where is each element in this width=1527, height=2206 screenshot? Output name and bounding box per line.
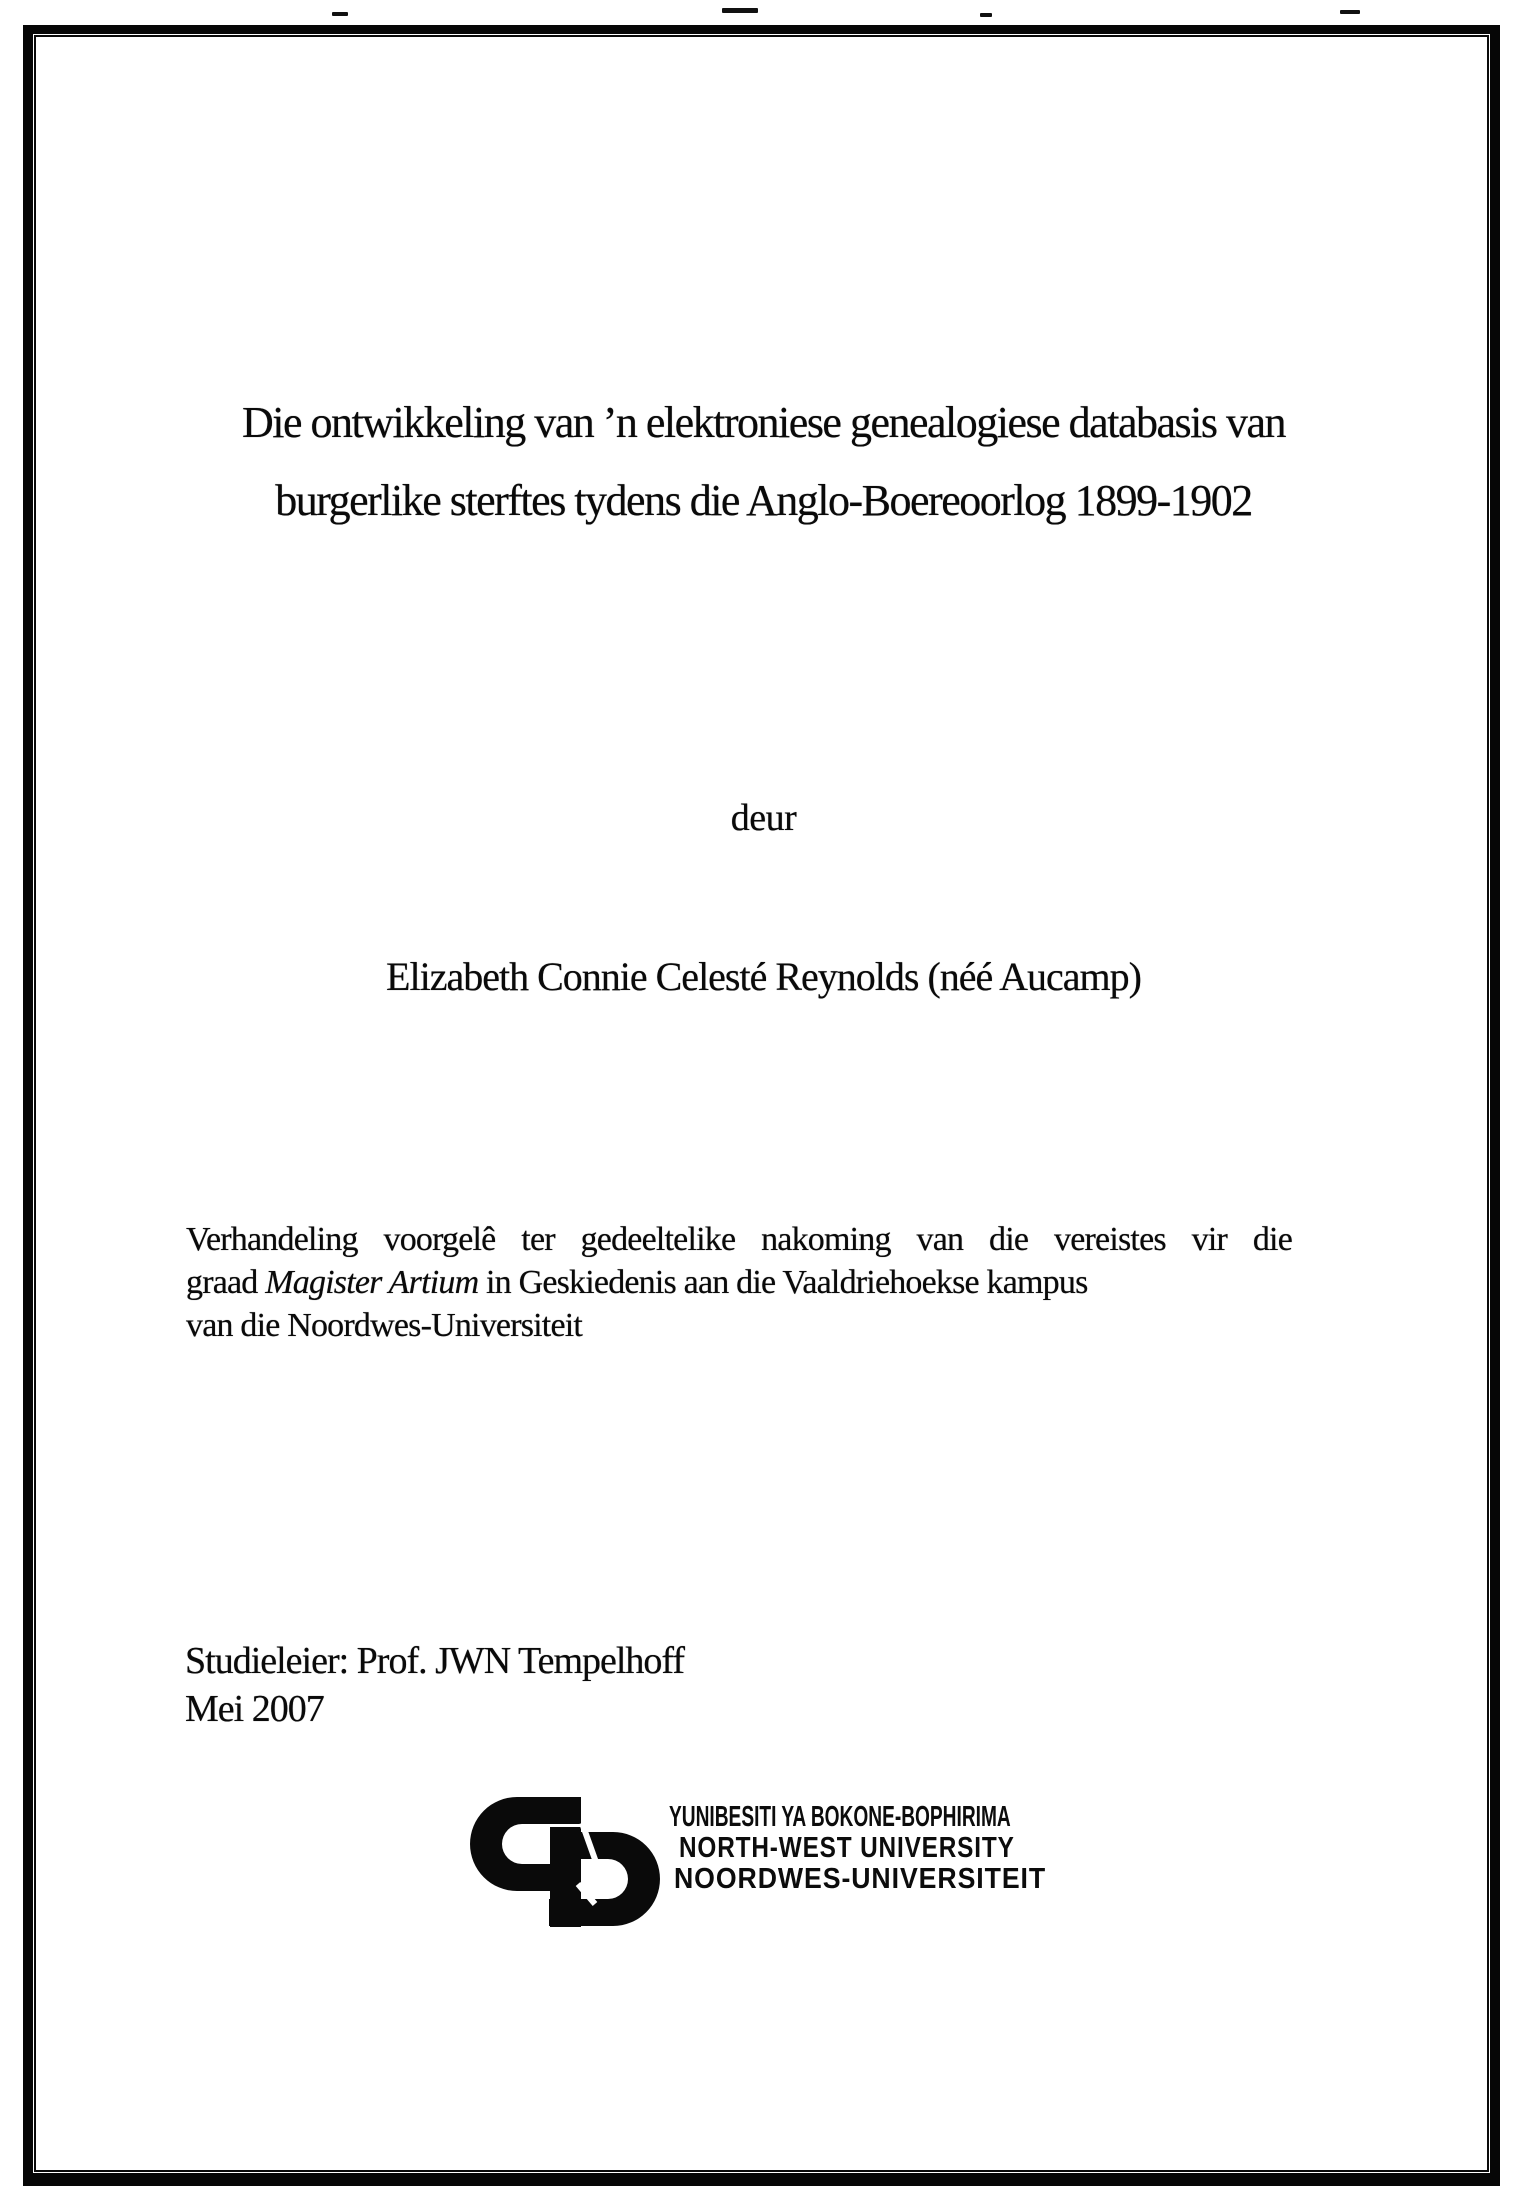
submission-line-1: Verhandeling voorgelê ter gedeeltelike nakoming van die vereistes vir die bbox=[186, 1221, 1292, 1258]
scan-artifact bbox=[722, 8, 758, 13]
submission-line-2-post: in Geskiedenis aan die Vaaldriehoekse kampus bbox=[478, 1264, 1088, 1301]
nwu-interlocking-links-logo-icon bbox=[465, 1797, 665, 1928]
author-name: Elizabeth Connie Celesté Reynolds (néé Aucamp) bbox=[386, 954, 1141, 999]
submission-degree-italic: Magister Artium bbox=[265, 1264, 479, 1301]
logo-line-setswana: YUNIBESITI YA BOKONE-BOPHIRIMA bbox=[669, 1801, 1011, 1833]
university-logo bbox=[465, 1797, 1187, 1928]
supervisor-line: Studieleier: Prof. JWN Tempelhoff bbox=[185, 1640, 685, 1682]
scan-artifact bbox=[980, 13, 992, 17]
date-line: Mei 2007 bbox=[185, 1688, 324, 1730]
submission-statement bbox=[186, 1218, 1292, 1347]
scan-artifact bbox=[1340, 10, 1360, 14]
thesis-title-line-2: burgerlike sterftes tydens die Anglo-Boereoorlog 1899-1902 bbox=[275, 476, 1252, 525]
university-logo-text bbox=[669, 1797, 1187, 1895]
submission-line-3: van die Noordwes-Universiteit bbox=[186, 1307, 583, 1344]
submission-line-2 bbox=[186, 1261, 1292, 1304]
supervisor-block bbox=[185, 1637, 684, 1733]
byline-deur: deur bbox=[730, 797, 797, 839]
logo-line-english: NORTH-WEST UNIVERSITY bbox=[679, 1832, 1015, 1864]
submission-line-2-pre: graad bbox=[186, 1264, 266, 1301]
scan-artifact bbox=[332, 12, 348, 16]
thesis-title-line-1: Die ontwikkeling van ’n elektroniese genealogiese databasis van bbox=[241, 398, 1285, 447]
logo-line-afrikaans: NOORDWES-UNIVERSITEIT bbox=[674, 1863, 1047, 1895]
